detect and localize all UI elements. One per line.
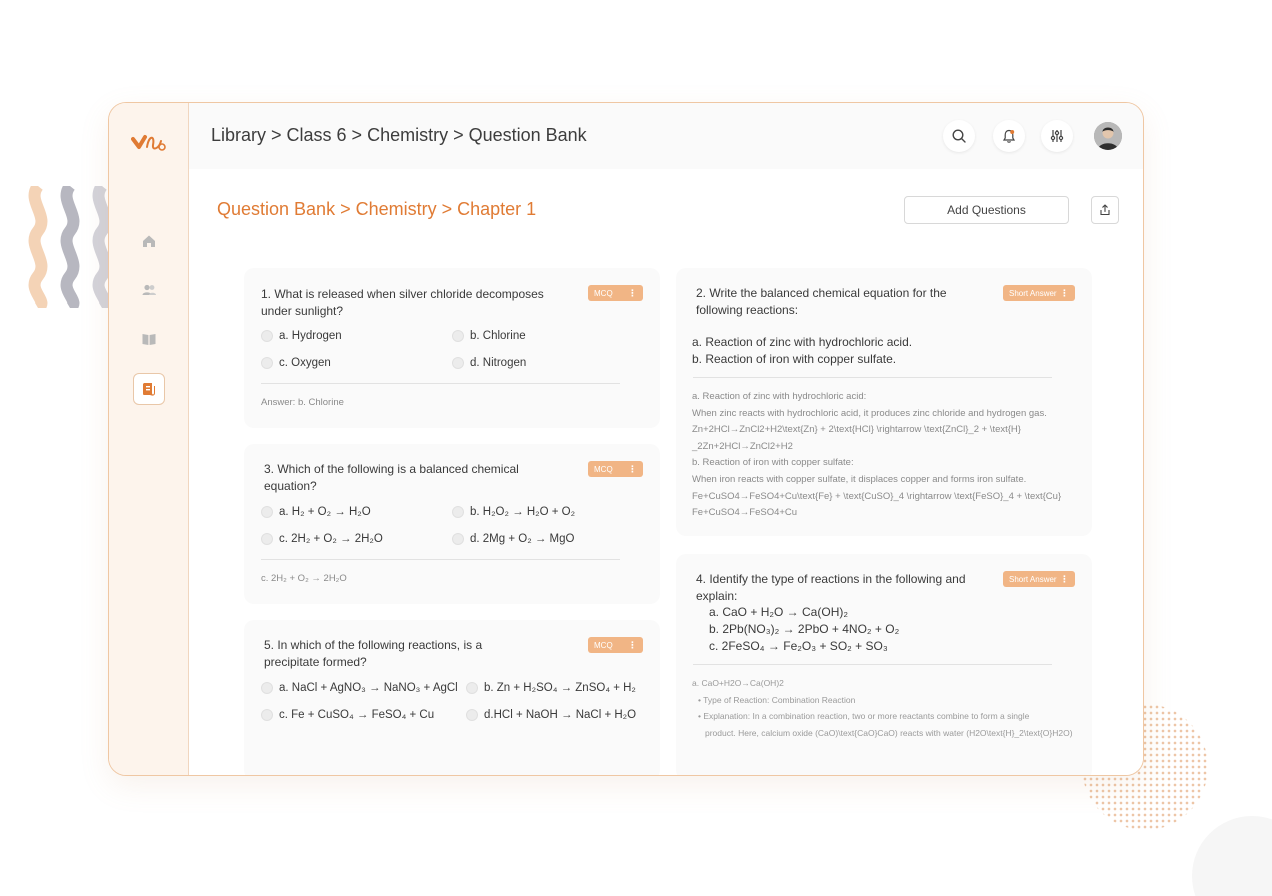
divider — [693, 664, 1052, 665]
question-card-4[interactable] — [676, 554, 1092, 775]
radio-button[interactable] — [261, 506, 273, 518]
question-text: 5. In which of the following reactions, is a precipitate formed? — [264, 638, 483, 669]
radio-button[interactable] — [452, 533, 464, 545]
filters-button[interactable] — [1041, 120, 1073, 152]
radio-button[interactable] — [466, 709, 478, 721]
breadcrumb[interactable]: Library > Class 6 > Chemistry > Question Bank — [211, 125, 587, 145]
sidebar-item-question-bank[interactable] — [133, 373, 165, 405]
sliders-icon — [1049, 128, 1065, 144]
avatar-icon — [1094, 122, 1122, 150]
question-type-tag[interactable]: MCQ ⋮ — [588, 637, 643, 653]
question-card-1[interactable] — [244, 268, 660, 428]
answer-text: a. Reaction of zinc with hydrochloric acid: When zinc reacts with hydrochloric acid, it produces zinc chloride and hydrogen gas. Zn+2HCl→ZnCl2+H2\text{Zn} + 2\text{HCl} \rightarrow \text{ZnCl}_2 + \text{H} _2Zn+2HCl→ZnCl2+H2 b. Reaction of iron with copper sulfate: When iron reacts with copper sulfate, it displaces copper and forms iron sulfate. Fe+CuSO4→FeSO4+Cu\text{Fe} + \text{CuSO}_4 \rightarrow \text{FeSO}_4 + \text{Cu} Fe+CuSO4→FeSO4+Cu — [692, 391, 1062, 519]
users-icon — [141, 282, 157, 298]
question-parts: a. Reaction of zinc with hydrochloric acid. b. Reaction of iron with copper sulfate. — [692, 335, 913, 366]
home-icon — [141, 233, 157, 249]
option[interactable]: b. Zn + H₂SO₄ → ZnSO₄ + H₂ — [466, 682, 636, 694]
option[interactable]: a. NaCl + AgNO₃ → NaNO₃ + AgCl — [261, 682, 458, 694]
page-title: Question Bank > Chemistry > Chapter 1 — [217, 199, 537, 219]
radio-button[interactable] — [466, 682, 478, 694]
radio-button[interactable] — [261, 357, 273, 369]
option[interactable]: d.HCl + NaOH → NaCl + H₂O — [466, 709, 636, 721]
option[interactable]: b. H₂O₂ → H₂O + O₂ — [452, 506, 575, 518]
question-text: 1. What is released when silver chloride decomposes under sunlight? — [261, 287, 544, 318]
question-text: 2. Write the balanced chemical equation for the following reactions: — [696, 286, 947, 317]
search-button[interactable] — [943, 120, 975, 152]
question-type-tag[interactable]: Short Answer ⋮ — [1003, 571, 1075, 587]
radio-button[interactable] — [452, 357, 464, 369]
question-card-3[interactable] — [244, 444, 660, 604]
option[interactable]: c. 2H₂ + O₂ → 2H₂O — [261, 533, 383, 545]
radio-button[interactable] — [261, 682, 273, 694]
share-icon — [1099, 204, 1111, 216]
more-icon: ⋮ — [628, 463, 637, 474]
main-content — [189, 169, 1143, 775]
sidebar-item-library[interactable] — [133, 323, 165, 355]
more-icon: ⋮ — [628, 639, 637, 650]
sidebar-item-users[interactable] — [133, 274, 165, 306]
sidebar — [109, 103, 189, 775]
option[interactable]: d. Nitrogen — [452, 357, 526, 369]
option[interactable]: b. Chlorine — [452, 330, 526, 342]
answer-text: a. CaO+H2O→Ca(OH)2 • Type of Reaction: Combination Reaction • Explanation: In a combination reaction, two or more reactants combine to form a single product. Here, calcium oxide (CaO)\text{CaO}CaO) reacts with water (H2O\text{H}_2\text{O}H2O) — [692, 678, 1073, 738]
answer-text: Answer: b. Chlorine — [261, 397, 344, 408]
question-type-tag[interactable]: MCQ ⋮ — [588, 285, 643, 301]
question-parts: a. CaO + H₂O → Ca(OH)₂ b. 2Pb(NO₃)₂ → 2PbO + 4NO₂ + O₂ c. 2FeSO₄ → Fe₂O₃ + SO₂ + SO₃ — [709, 605, 900, 653]
radio-button[interactable] — [261, 330, 273, 342]
radio-button[interactable] — [452, 506, 464, 518]
option[interactable]: a. H₂ + O₂ → H₂O — [261, 506, 371, 518]
sidebar-item-home[interactable] — [133, 225, 165, 257]
search-icon — [951, 128, 967, 144]
bell-icon — [1001, 128, 1017, 144]
divider — [261, 383, 620, 384]
radio-button[interactable] — [452, 330, 464, 342]
divider — [693, 377, 1052, 378]
logo — [131, 131, 167, 153]
question-bank-icon — [141, 381, 157, 397]
question-text: 3. Which of the following is a balanced chemical equation? — [264, 462, 519, 493]
app-window — [108, 102, 1144, 776]
more-icon: ⋮ — [1060, 573, 1069, 584]
export-button[interactable] — [1091, 196, 1119, 224]
question-card-5[interactable] — [244, 620, 660, 775]
notifications-button[interactable] — [993, 120, 1025, 152]
divider — [261, 559, 620, 560]
answer-text: c. 2H₂ + O₂ → 2H₂O — [261, 573, 347, 584]
radio-button[interactable] — [261, 533, 273, 545]
question-type-tag[interactable]: MCQ ⋮ — [588, 461, 643, 477]
add-questions-button[interactable]: Add Questions — [904, 196, 1069, 224]
option[interactable]: c. Oxygen — [261, 357, 331, 369]
question-card-2[interactable] — [676, 268, 1092, 536]
top-bar — [189, 103, 1143, 169]
option[interactable]: d. 2Mg + O₂ → MgO — [452, 533, 574, 545]
option[interactable]: c. Fe + CuSO₄ → FeSO₄ + Cu — [261, 709, 434, 721]
question-text: 4. Identify the type of reactions in the following and explain: — [696, 572, 966, 603]
question-type-tag[interactable]: Short Answer ⋮ — [1003, 285, 1075, 301]
decorative-glow — [1192, 816, 1272, 896]
book-icon — [141, 331, 157, 347]
more-icon: ⋮ — [628, 287, 637, 298]
decorative-waves — [24, 186, 114, 308]
option[interactable]: a. Hydrogen — [261, 330, 342, 342]
radio-button[interactable] — [261, 709, 273, 721]
avatar[interactable] — [1094, 122, 1122, 150]
more-icon: ⋮ — [1060, 287, 1069, 298]
